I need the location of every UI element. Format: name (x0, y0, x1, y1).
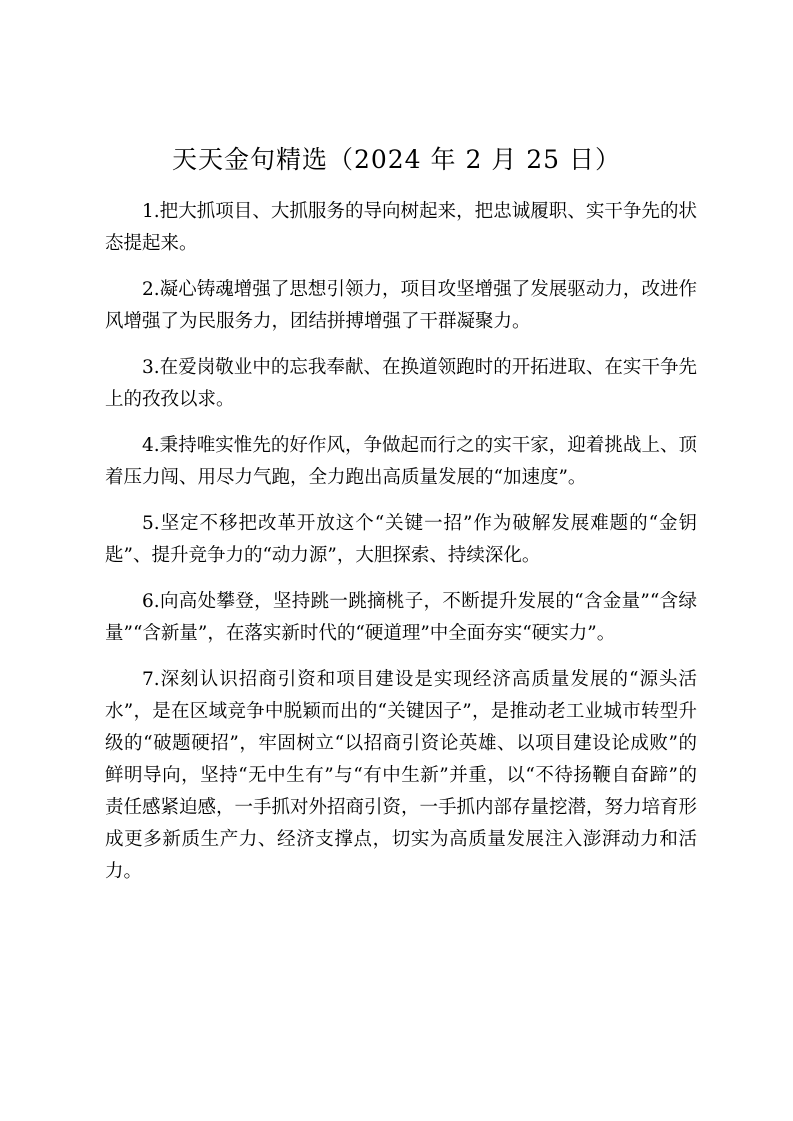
paragraph-2: 2.凝心铸魂增强了思想引领力，项目攻坚增强了发展驱动力，改进作风增强了为民服务力，团结拼搏增强了干群凝聚力。 (105, 279, 697, 332)
document-body (105, 196, 697, 902)
paragraph-6: 6.向高处攀登，坚持跳一跳摘桃子，不断提升发展的“含金量”“含绿量”“含新量”，在落实新时代的“硬道理”中全面夯实“硬实力”。 (105, 591, 697, 644)
paragraph-3: 3.在爱岗敬业中的忘我奉献、在换道领跑时的开拓进取、在实干争先上的孜孜以求。 (105, 357, 697, 410)
page-title: 天天金句精选（2024 年 2 月 25 日） (171, 145, 622, 174)
paragraph-1: 1.把大抓项目、大抓服务的导向树起来，把忠诚履职、实干争先的状态提起来。 (105, 201, 697, 254)
paragraph-4: 4.秉持唯实惟先的好作风，争做起而行之的实干家，迎着挑战上、顶着压力闯、用尽力气跑，全力跑出高质量发展的“加速度”。 (105, 435, 697, 488)
paragraph-5: 5.坚定不移把改革开放这个“关键一招”作为破解发展难题的“金钥匙”、提升竞争力的“动力源”，大胆探索、持续深化。 (105, 513, 697, 566)
paragraph-7: 7.深刻认识招商引资和项目建设是实现经济高质量发展的“源头活水”，是在区域竞争中脱颖而出的“关键因子”，是推动老工业城市转型升级的“破题硬招”，牢固树立“以招商引资论英雄、以项目建设论成败”的鲜明导向，坚持“无中生有”与“有中生新”并重，以“不待扬鞭自奋蹄”的责任感紧迫感，一手抓对外招商引资，一手抓内部存量挖潜，努力培育形成更多新质生产力、经济支撑点，切实为高质量发展注入澎湃动力和活力。 (105, 669, 698, 882)
